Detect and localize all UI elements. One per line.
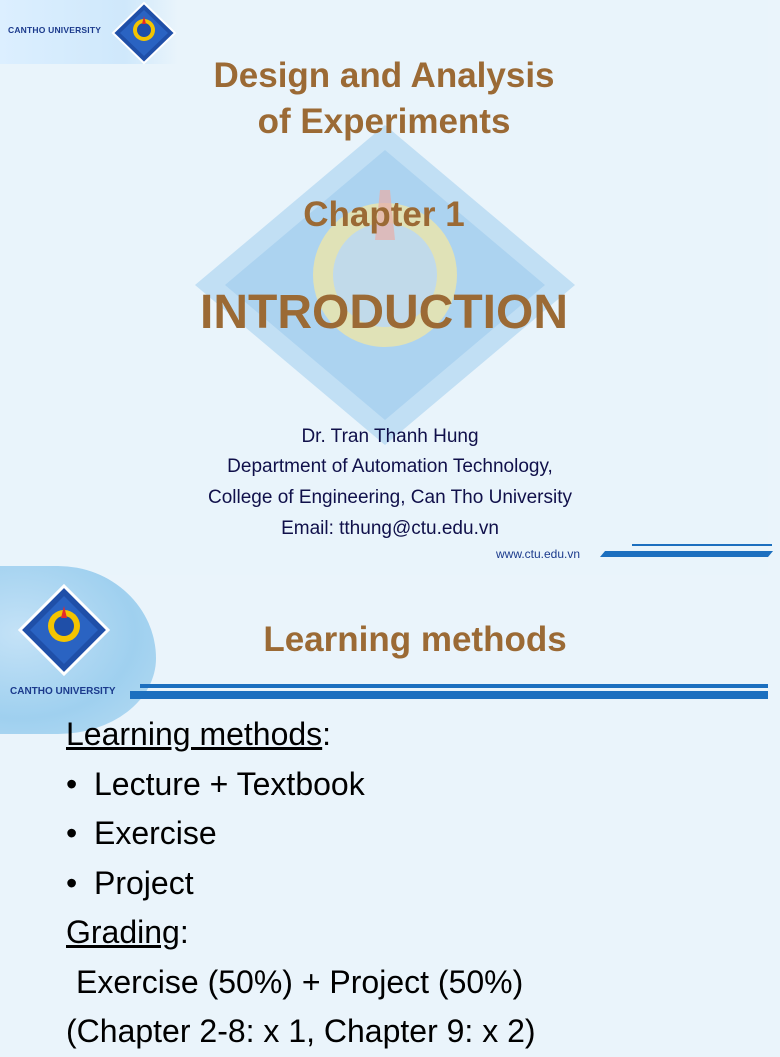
slide-body: [66, 710, 756, 1057]
title-line-2: of Experiments: [257, 102, 511, 141]
university-logo-icon: [18, 584, 110, 676]
footer-stripe-thin: [632, 544, 772, 546]
grading-weights: Exercise (50%) + Project (50%): [76, 963, 524, 1000]
list-item: • Exercise: [66, 815, 217, 851]
list-item: • Project: [66, 864, 194, 901]
slide-learning-methods: [0, 576, 768, 1049]
grading-heading: Grading:: [66, 914, 189, 950]
author-name: Dr. Tran Thanh Hung: [301, 426, 479, 447]
title-rule-thin: [140, 684, 768, 688]
university-name: CANTHO UNIVERSITY: [8, 25, 102, 35]
email: Email: tthung@ctu.edu.vn: [281, 518, 499, 539]
department: Department of Automation Technology,: [227, 456, 553, 477]
introduction-heading: INTRODUCTION: [200, 286, 568, 339]
slide-title: Learning methods: [263, 620, 567, 659]
university-logo-icon: [112, 2, 176, 64]
title-line-1: Design and Analysis: [213, 56, 555, 95]
chapter-label: Chapter 1: [303, 195, 465, 234]
methods-heading: Learning methods:: [66, 716, 332, 752]
list-item: • Lecture + Textbook: [66, 765, 365, 802]
footer-stripe: [600, 551, 773, 557]
title-rule: [130, 691, 768, 699]
college: College of Engineering, Can Tho University: [207, 487, 572, 508]
grading-multipliers: (Chapter 2-8: x 1, Chapter 9: x 2): [66, 1013, 536, 1049]
website-url: www.ctu.edu.vn: [496, 547, 581, 561]
university-name: CANTHO UNIVERSITY: [10, 686, 116, 697]
